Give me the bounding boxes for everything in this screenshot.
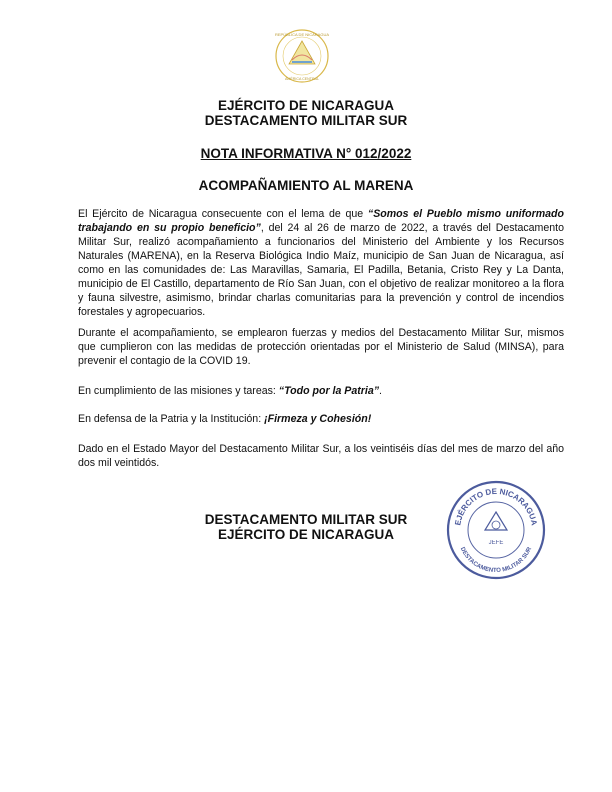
svg-text:DESTACAMENTO MILITAR SUR: DESTACAMENTO MILITAR SUR [458, 546, 534, 575]
header-line-army: EJÉRCITO DE NICARAGUA [217, 98, 395, 113]
p3-end: . [379, 385, 382, 397]
p4-motto: ¡Firmeza y Cohesión! [264, 413, 372, 425]
paragraph-3 [78, 384, 564, 398]
svg-text:AMÉRICA CENTRAL: AMÉRICA CENTRAL [285, 77, 319, 81]
document-subject: ACOMPAÑAMIENTO AL MARENA [198, 178, 414, 193]
p1-intro: El Ejército de Nicaragua consecuente con el lema de que [78, 208, 368, 220]
p3-intro: En cumplimiento de las misiones y tareas: [78, 385, 279, 397]
p1-motto: “Somos el Pueblo mismo uniformado trabajando en su propio beneficio” [78, 208, 564, 234]
official-seal-stamp [444, 478, 548, 582]
header-organization [0, 98, 612, 128]
p3-motto: “Todo por la Patria” [278, 385, 380, 397]
signature-line-army: EJÉRCITO DE NICARAGUA [217, 527, 395, 542]
header-line-detachment: DESTACAMENTO MILITAR SUR [204, 113, 408, 128]
svg-text:JEFE: JEFE [488, 540, 504, 546]
document-title: NOTA INFORMATIVA N° 012/2022 [200, 146, 412, 161]
paragraph-4 [78, 412, 564, 426]
coat-of-arms-emblem [268, 28, 336, 84]
p4-intro: En defensa de la Patria y la Institución: [78, 413, 265, 425]
paragraph-2: Durante el acompañamiento, se emplearon fuerzas y medios del Destacamento Militar Sur, mismos que cumplieron con las medidas de protección orientadas por el Ministerio de Salud (MINSA), para prevenir el contagio de la COVID 19. [78, 327, 564, 367]
signature-line-detachment: DESTACAMENTO MILITAR SUR [204, 512, 408, 527]
p1-body: , del 24 al 26 de marzo de 2022, a través del Destacamento Militar Sur, realizó acompañamiento a funcionarios del Ministerio del Ambiente y los Recursos Naturales (MARENA), en la Reserva Biológica Indio Maíz, municipio de San Juan de Nicaragua, así como en las comunidades de: Las Maravillas, Samaria, El Padilla, Betania, Cristo Rey y La Danta, municipio de El Castillo, departamento de Río San Juan, con el objetivo de realizar monitoreo a la flora y fauna silvestre, asimismo, brindar charlas comunitarias para la prevención y control de incendios forestales y agropecuarios. [78, 222, 564, 318]
svg-text:REPÚBLICA DE NICARAGUA: REPÚBLICA DE NICARAGUA [274, 32, 330, 37]
svg-text:EJÉRCITO DE NICARAGUA: EJÉRCITO DE NICARAGUA [453, 486, 539, 527]
paragraph-1 [78, 207, 564, 319]
paragraph-5: Dado en el Estado Mayor del Destacamento Militar Sur, a los veintiséis días del mes de marzo del año dos mil veintidós. [78, 443, 564, 469]
